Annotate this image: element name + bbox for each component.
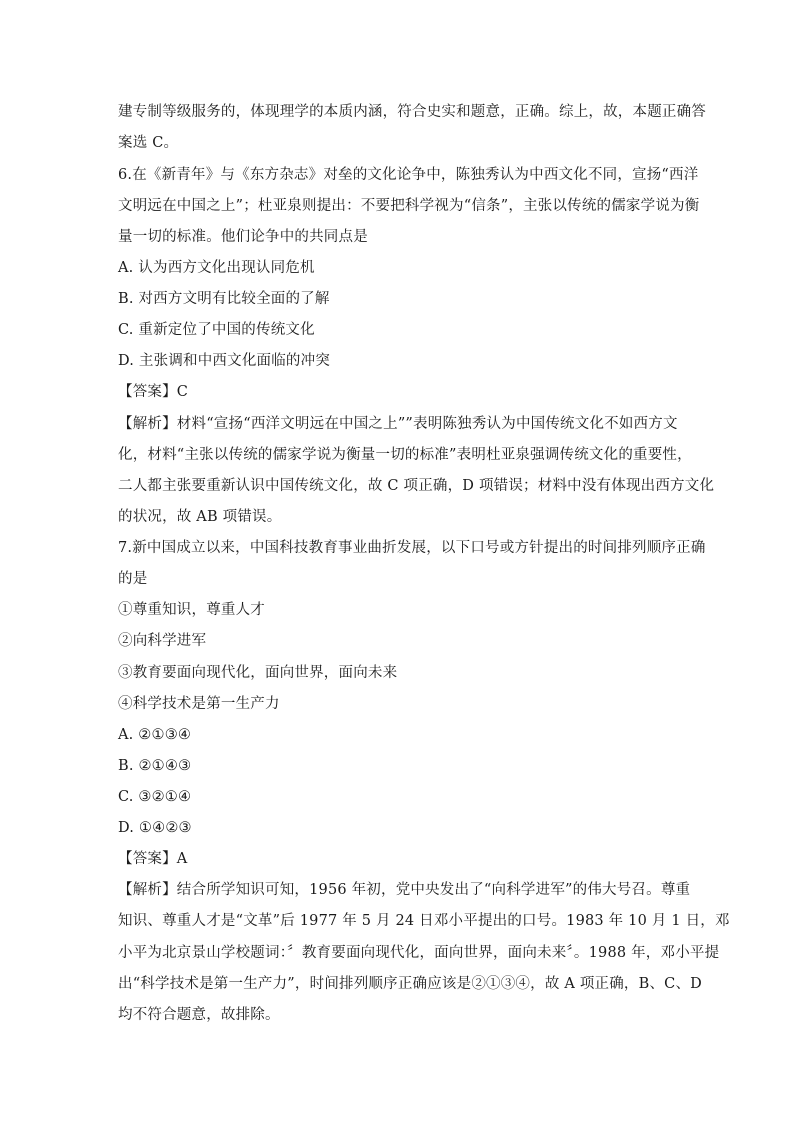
text-line: 案选 C。 <box>118 135 179 151</box>
question-6-option-c: C. 重新定位了中国的传统文化 <box>118 322 315 338</box>
question-7-item-4: ④科学技术是第一生产力 <box>118 696 280 712</box>
question-7-analysis: 小平为北京景山学校题词：〞教育要面向现代化，面向世界，面向未来〞。1988 年，邓小平提 <box>118 945 720 961</box>
question-6-stem: 6.在《新青年》与《东方杂志》对垒的文化论争中，陈独秀认为中西文化不同，宣扬“西洋 <box>118 167 699 183</box>
question-7-option-d: D. ①④②③ <box>118 820 192 836</box>
question-6-option-d: D. 主张调和中西文化面临的冲突 <box>118 353 331 369</box>
question-7-analysis: 知识、尊重人才是“文革”后 1977 年 5 月 24 日邓小平提出的口号。1983 年 10 月 1 日，邓 <box>118 913 730 929</box>
question-7-analysis: 【解析】结合所学知识可知，1956 年初，党中央发出了“向科学进军”的伟大号召。尊重 <box>118 882 691 898</box>
question-7-option-c: C. ③②①④ <box>118 789 192 805</box>
question-7-analysis: 出“科学技术是第一生产力”，时间排列顺序正确应该是②①③④，故 A 项正确，B、C、D <box>118 976 702 992</box>
question-7-item-3: ③教育要面向现代化，面向世界，面向未来 <box>118 665 398 681</box>
question-7-stem: 7.新中国成立以来，中国科技教育事业曲折发展，以下口号或方针提出的时间排列顺序正确 <box>118 540 706 556</box>
question-6-analysis: 二人都主张要重新认识中国传统文化，故 C 项正确，D 项错误；材料中没有体现出西方文化 <box>118 478 715 494</box>
question-6-analysis: 化，材料“主张以传统的儒家学说为衡量一切的标准”表明杜亚泉强调传统文化的重要性， <box>118 447 692 463</box>
text-line: 建专制等级服务的，体现理学的本质内涵，符合史实和题意，正确。综上，故，本题正确答 <box>118 104 706 120</box>
question-6-stem: 量一切的标准。他们论争中的共同点是 <box>118 229 368 245</box>
question-6-option-a: A. 认为西方文化出现认同危机 <box>118 260 315 276</box>
question-7-stem: 的是 <box>118 571 148 587</box>
question-7-item-2: ②向科学进军 <box>118 633 207 649</box>
question-6-answer: 【答案】C <box>118 384 189 400</box>
question-7-item-1: ①尊重知识，尊重人才 <box>118 602 265 618</box>
question-7-answer: 【答案】A <box>118 851 188 867</box>
question-6-stem: 文明远在中国之上”；杜亚泉则提出：不要把科学视为“信条”，主张以传统的儒家学说为衡 <box>118 198 700 214</box>
question-7-analysis: 均不符合题意，故排除。 <box>118 1007 280 1023</box>
question-6-analysis: 的状况，故 AB 项错误。 <box>118 509 282 525</box>
question-7-option-b: B. ②①④③ <box>118 758 192 774</box>
question-7-option-a: A. ②①③④ <box>118 727 192 743</box>
question-6-analysis: 【解析】材料“宣扬“西洋文明远在中国之上””表明陈独秀认为中国传统文化不如西方文 <box>118 416 678 432</box>
question-6-option-b: B. 对西方文明有比较全面的了解 <box>118 291 330 307</box>
